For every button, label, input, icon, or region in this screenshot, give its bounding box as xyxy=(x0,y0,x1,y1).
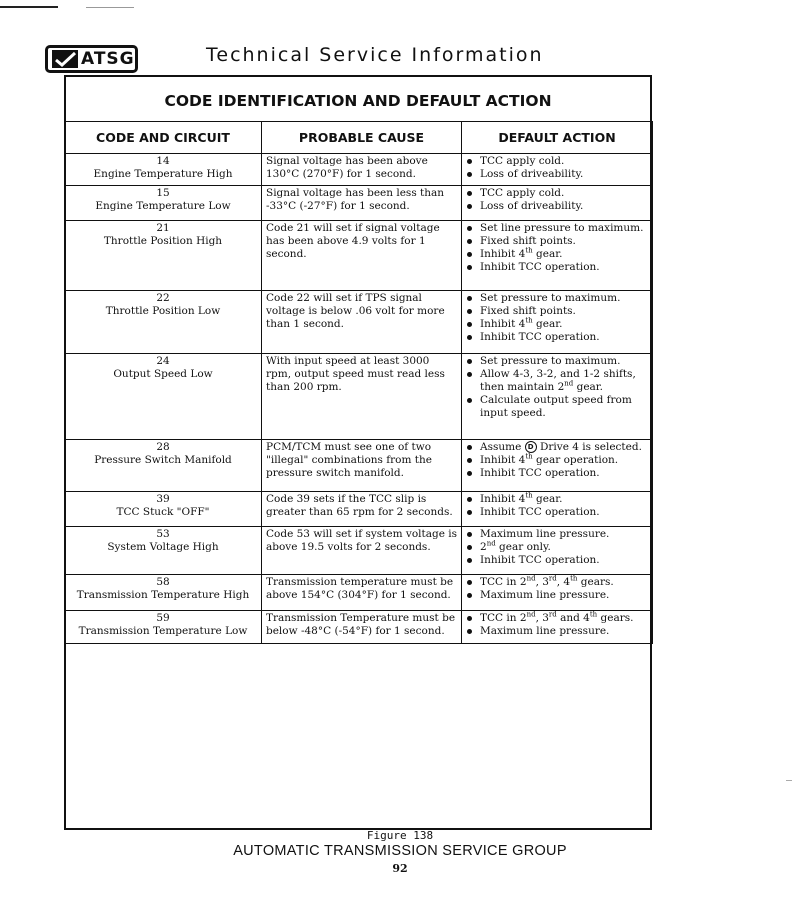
action-item: TCC apply cold. xyxy=(466,187,648,200)
circuit-name: Engine Temperature Low xyxy=(95,200,231,212)
action-list xyxy=(466,441,648,480)
action-cell xyxy=(462,186,653,221)
code-number: 53 xyxy=(156,528,170,540)
column-header-code: CODE AND CIRCUIT xyxy=(65,122,262,154)
action-list xyxy=(466,292,648,344)
action-item: Calculate output speed from input speed. xyxy=(466,394,648,420)
action-item: TCC apply cold. xyxy=(466,155,648,168)
code-table xyxy=(64,121,653,644)
action-item: Maximum line pressure. xyxy=(466,528,648,541)
action-item: Maximum line pressure. xyxy=(466,625,648,638)
logo-text: ATSG xyxy=(81,49,135,69)
action-item: Fixed shift points. xyxy=(466,235,648,248)
action-item: Inhibit 4th gear. xyxy=(466,248,648,261)
action-item: TCC in 2nd, 3rd, 4th gears. xyxy=(466,576,648,589)
code-number: 22 xyxy=(156,292,170,304)
action-list xyxy=(466,493,648,519)
column-header-cause: PROBABLE CAUSE xyxy=(262,122,462,154)
cause-cell: Transmission Temperature must be below -48°C (-54°F) for 1 second. xyxy=(262,611,462,644)
code-number: 15 xyxy=(156,187,170,199)
figure-caption: Figure 138 xyxy=(366,829,434,842)
table-row xyxy=(65,354,653,440)
code-cell xyxy=(65,611,262,644)
action-item: Inhibit 4th gear. xyxy=(466,493,648,506)
cause-cell: Code 53 will set if system voltage is above 19.5 volts for 2 seconds. xyxy=(262,527,462,575)
column-header-action: DEFAULT ACTION xyxy=(462,122,653,154)
page-header-title: Technical Service Information xyxy=(206,44,544,66)
circuit-name: Pressure Switch Manifold xyxy=(94,454,232,466)
code-number: 58 xyxy=(156,576,170,588)
action-item: Loss of driveability. xyxy=(466,200,648,213)
action-list xyxy=(466,155,648,181)
action-item: Inhibit TCC operation. xyxy=(466,506,648,519)
table-row xyxy=(65,527,653,575)
code-number: 21 xyxy=(156,222,170,234)
action-text-drive: Drive 4 is selected. xyxy=(539,441,642,453)
table-row xyxy=(65,575,653,611)
code-cell xyxy=(65,221,262,291)
table-header-row xyxy=(65,122,653,154)
action-text: Assume xyxy=(480,441,522,453)
circuit-name: Engine Temperature High xyxy=(93,168,233,180)
circuit-name: Transmission Temperature High xyxy=(76,589,250,601)
action-item: Set pressure to maximum. xyxy=(466,292,648,305)
cause-cell: Signal voltage has been above 130°C (270°F) for 1 second. xyxy=(262,154,462,186)
circuit-name: TCC Stuck "OFF" xyxy=(116,506,210,518)
action-item: Inhibit 4th gear operation. xyxy=(466,454,648,467)
code-cell xyxy=(65,527,262,575)
cause-cell: Transmission temperature must be above 154°C (304°F) for 1 second. xyxy=(262,575,462,611)
code-cell xyxy=(65,291,262,354)
action-list xyxy=(466,355,648,420)
code-number: 39 xyxy=(156,493,170,505)
action-list xyxy=(466,528,648,567)
action-cell xyxy=(462,492,653,527)
circuit-name: Transmission Temperature Low xyxy=(78,625,248,637)
action-list xyxy=(466,187,648,213)
action-item: Inhibit 4th gear. xyxy=(466,318,648,331)
circuit-name: System Voltage High xyxy=(107,541,219,553)
action-list xyxy=(466,576,648,602)
action-item: Fixed shift points. xyxy=(466,305,648,318)
action-item xyxy=(466,441,648,454)
action-item: TCC in 2nd, 3rd and 4th gears. xyxy=(466,612,648,625)
action-item: Set pressure to maximum. xyxy=(466,355,648,368)
table-row xyxy=(65,440,653,492)
code-cell xyxy=(65,354,262,440)
table-row xyxy=(65,291,653,354)
cause-cell: PCM/TCM must see one of two "illegal" combinations from the pressure switch manifold. xyxy=(262,440,462,492)
top-edge-line xyxy=(0,6,58,8)
action-cell xyxy=(462,354,653,440)
action-item: Allow 4-3, 3-2, and 1-2 shifts, then maintain 2nd gear. xyxy=(466,368,648,394)
action-cell xyxy=(462,221,653,291)
circuit-name: Output Speed Low xyxy=(113,368,213,380)
code-cell xyxy=(65,575,262,611)
code-cell xyxy=(65,492,262,527)
page-number: 92 xyxy=(392,862,408,875)
cause-cell: With input speed at least 3000 rpm, output speed must read less than 200 rpm. xyxy=(262,354,462,440)
action-item: 2nd gear only. xyxy=(466,541,648,554)
action-cell xyxy=(462,440,653,492)
code-number: 59 xyxy=(156,612,170,624)
action-cell xyxy=(462,611,653,644)
circuit-name: Throttle Position High xyxy=(103,235,223,247)
table-row xyxy=(65,611,653,644)
table-row xyxy=(65,154,653,186)
action-cell xyxy=(462,575,653,611)
cause-cell: Code 39 sets if the TCC slip is greater than 65 rpm for 2 seconds. xyxy=(262,492,462,527)
cause-cell: Code 22 will set if TPS signal voltage is below .06 volt for more than 1 second. xyxy=(262,291,462,354)
code-number: 14 xyxy=(156,155,170,167)
action-cell xyxy=(462,527,653,575)
action-item: Inhibit TCC operation. xyxy=(466,331,648,344)
checkmark-icon xyxy=(52,50,78,68)
drive-symbol-icon: D xyxy=(525,441,537,453)
code-cell xyxy=(65,186,262,221)
action-list xyxy=(466,222,648,274)
atsg-logo xyxy=(45,45,138,73)
code-cell xyxy=(65,154,262,186)
cause-cell: Signal voltage has been less than -33°C (-27°F) for 1 second. xyxy=(262,186,462,221)
action-item: Inhibit TCC operation. xyxy=(466,554,648,567)
action-item: Inhibit TCC operation. xyxy=(466,467,648,480)
table-title: CODE IDENTIFICATION AND DEFAULT ACTION xyxy=(164,92,552,110)
action-item: Inhibit TCC operation. xyxy=(466,261,648,274)
action-item: Maximum line pressure. xyxy=(466,589,648,602)
action-list xyxy=(466,612,648,638)
table-row xyxy=(65,492,653,527)
action-cell xyxy=(462,154,653,186)
action-item: Loss of driveability. xyxy=(466,168,648,181)
code-number: 28 xyxy=(156,441,170,453)
table-row xyxy=(65,221,653,291)
code-number: 24 xyxy=(156,355,170,367)
footer-organization: AUTOMATIC TRANSMISSION SERVICE GROUP xyxy=(233,843,567,859)
margin-mark xyxy=(786,780,792,781)
top-edge-line-faint xyxy=(86,7,134,8)
cause-cell: Code 21 will set if signal voltage has been above 4.9 volts for 1 second. xyxy=(262,221,462,291)
table-row xyxy=(65,186,653,221)
circuit-name: Throttle Position Low xyxy=(105,305,221,317)
code-cell xyxy=(65,440,262,492)
action-cell xyxy=(462,291,653,354)
action-item: Set line pressure to maximum. xyxy=(466,222,648,235)
